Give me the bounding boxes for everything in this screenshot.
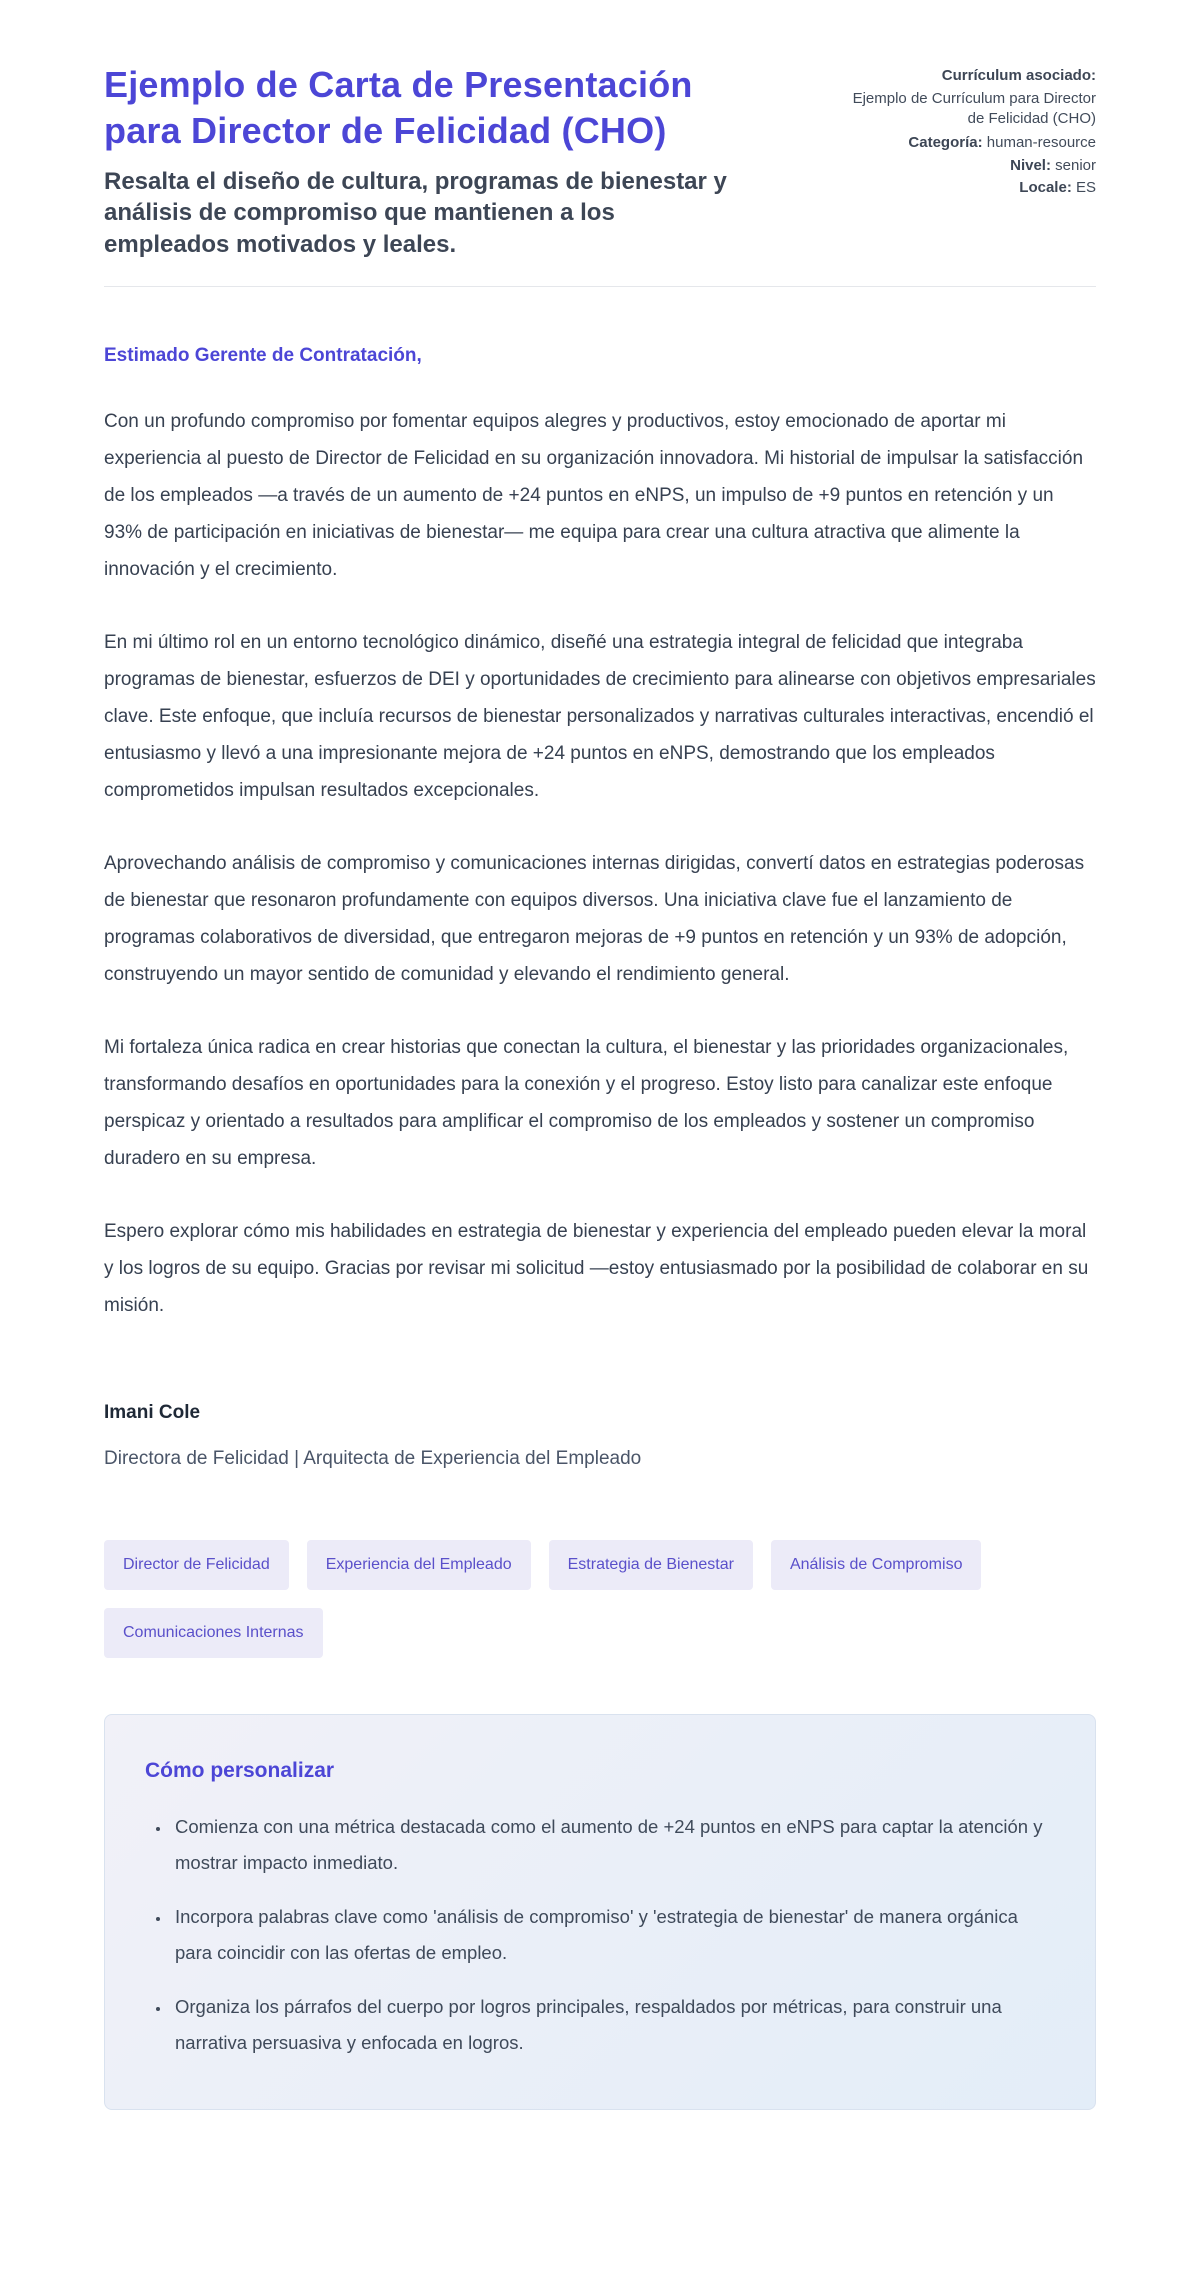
callout-item: • Comienza con una métrica destacada como el aumento de +24 puntos en eNPS para captar la atención y mostrar impacto inmediato.	[171, 1809, 1055, 1881]
meta-locale-label: Locale:	[1019, 179, 1072, 197]
tag-list	[104, 1540, 1096, 1658]
meta-block	[834, 62, 1096, 201]
meta-level-label: Nivel:	[1010, 156, 1051, 174]
title-block	[104, 62, 759, 260]
tag-chip[interactable]: Estrategia de Bienestar	[549, 1540, 753, 1590]
callout-item: • Organiza los párrafos del cuerpo por logros principales, respaldados por métricas, para construir una narrativa persuasiva y enfocada en logros.	[171, 1989, 1055, 2061]
customization-callout	[104, 1714, 1096, 2110]
meta-category-label: Categoría:	[908, 134, 983, 152]
page-header	[104, 62, 1096, 260]
meta-category	[834, 133, 1096, 154]
signature-block	[104, 1402, 1096, 1470]
header-divider	[104, 286, 1096, 287]
meta-locale-value: ES	[1075, 179, 1096, 197]
meta-resume-label: Currículum asociado:	[941, 67, 1096, 84]
letter-paragraph: Espero explorar cómo mis habilidades en estrategia de bienestar y experiencia del empleado pueden elevar la moral y los logros de su equipo. Gracias por revisar mi solicitud —estoy entusiasmado por la posibilidad de colaborar en su misión.	[104, 1220, 1089, 1316]
letter-paragraph: Con un profundo compromiso por fomentar equipos alegres y productivos, estoy emocionado de aportar mi experiencia al puesto de Director de Felicidad en su organización innovadora. Mi historial de impulsar la satisfacción de los empleados —a través de un aumento de +24 puntos en eNPS, un impulso de +9 puntos en retención y un 93% de participación en iniciativas de bienestar— me equipa para crear una cultura atractiva que alimente la innovación y el crecimiento.	[104, 410, 1084, 580]
meta-category-value: human-resource	[986, 134, 1096, 152]
page-title: Ejemplo de Carta de Presentación para Director de Felicidad (CHO)	[104, 64, 693, 152]
letter-greeting: Estimado Gerente de Contratación,	[104, 344, 422, 366]
callout-list	[145, 1809, 1055, 2061]
letter-paragraph: Mi fortaleza única radica en crear historias que conectan la cultura, el bienestar y las prioridades organizacionales, transformando desafíos en oportunidades para la conexión y el progreso. Estoy listo para canalizar este enfoque perspicaz y orientado a resultados para amplificar el compromiso de los empleados y sostener un compromiso duradero en su empresa.	[104, 1036, 1069, 1169]
letter-body	[104, 345, 1096, 1324]
tag-chip[interactable]: Experiencia del Empleado	[307, 1540, 531, 1590]
meta-level	[834, 156, 1096, 177]
page-subtitle: Resalta el diseño de cultura, programas de bienestar y análisis de compromiso que mantienen a los empleados motivados y leales.	[104, 168, 727, 258]
tag-chip[interactable]: Director de Felicidad	[104, 1540, 289, 1590]
signature-role: Directora de Felicidad | Arquitecta de Experiencia del Empleado	[104, 1447, 642, 1469]
letter-paragraph: Aprovechando análisis de compromiso y comunicaciones internas dirigidas, convertí datos en estrategias poderosas de bienestar que resonaron profundamente con equipos diversos. Una iniciativa clave fue el lanzamiento de programas colaborativos de diversidad, que entregaron mejoras de +9 puntos en retención y un 93% de adopción, construyendo un mayor sentido de comunidad y elevando el rendimiento general.	[104, 852, 1085, 985]
callout-title: Cómo personalizar	[145, 1758, 335, 1782]
tag-chip[interactable]: Comunicaciones Internas	[104, 1608, 323, 1658]
meta-level-value: senior	[1055, 156, 1096, 174]
meta-resume-value: Ejemplo de Currículum para Director de Felicidad (CHO)	[852, 89, 1096, 128]
signature-name: Imani Cole	[104, 1401, 201, 1423]
letter-paragraph: En mi último rol en un entorno tecnológico dinámico, diseñé una estrategia integral de felicidad que integraba programas de bienestar, esfuerzos de DEI y oportunidades de crecimiento para alinearse con objetivos empresariales clave. Este enfoque, que incluía recursos de bienestar personalizados y narrativas culturales interactivas, encendió el entusiasmo y llevó a una impresionante mejora de +24 puntos en eNPS, demostrando que los empleados comprometidos impulsan resultados excepcionales.	[104, 631, 1096, 801]
tag-chip[interactable]: Análisis de Compromiso	[771, 1540, 982, 1590]
callout-item: • Incorpora palabras clave como 'análisis de compromiso' y 'estrategia de bienestar' de manera orgánica para coincidir con las ofertas de empleo.	[171, 1899, 1055, 1971]
meta-locale	[834, 178, 1096, 199]
